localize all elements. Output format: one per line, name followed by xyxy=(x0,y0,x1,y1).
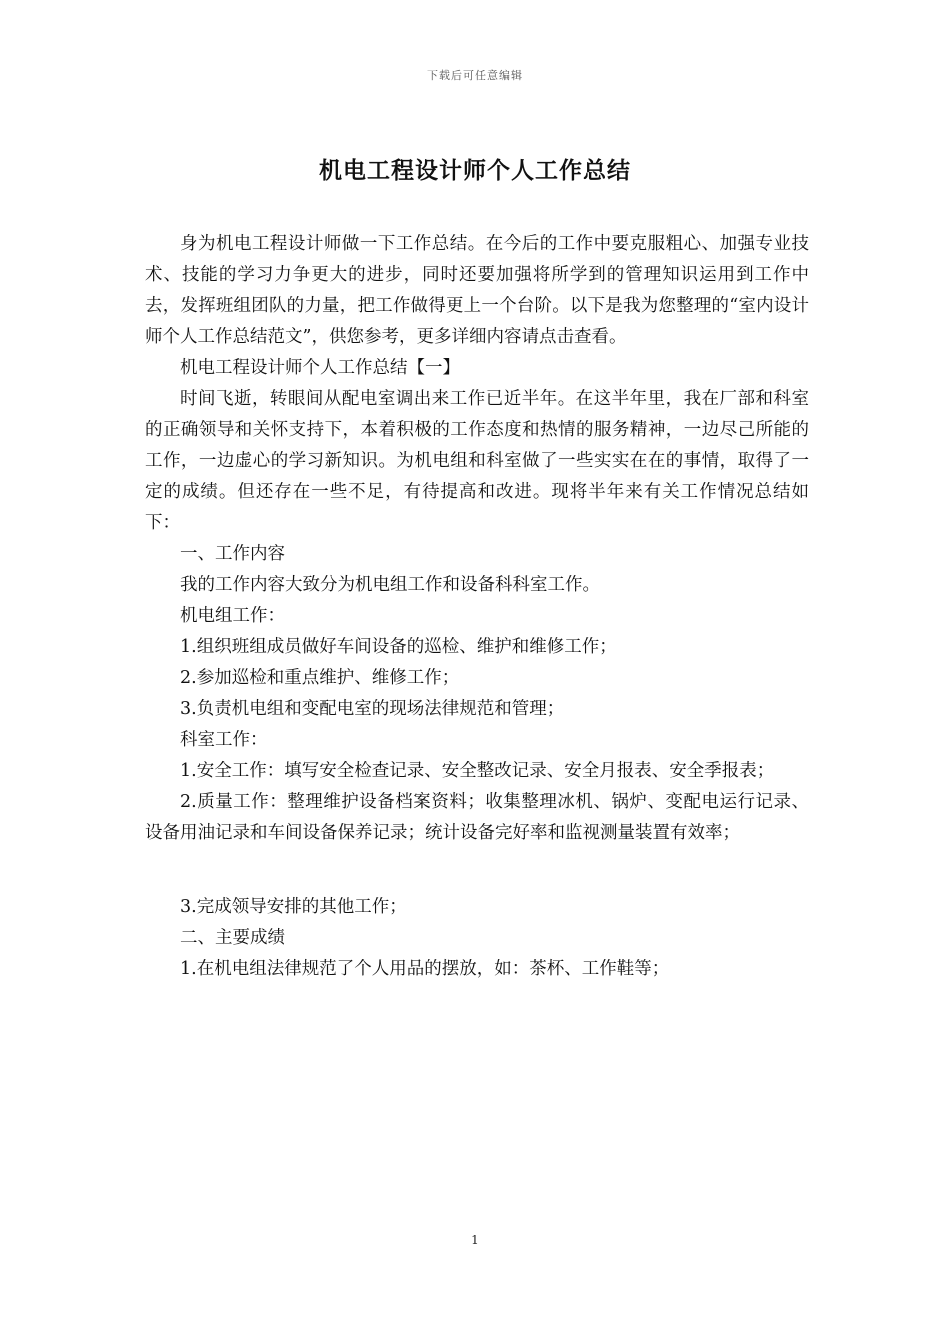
section-heading: 一、工作内容 xyxy=(180,544,285,564)
sub-heading: 机电组工作： xyxy=(180,606,285,626)
section-heading: 二、主要成绩 xyxy=(180,928,285,948)
list-item: 1.安全工作：填写安全检查记录、安全整改记录、安全月报表、安全季报表； xyxy=(180,761,775,781)
list-item: 1.组织班组成员做好车间设备的巡检、维护和维修工作； xyxy=(180,637,617,657)
list-item: 2.参加巡检和重点维护、维修工作； xyxy=(180,668,460,688)
intro-paragraph: 身为机电工程设计师做一下工作总结。在今后的工作中要克服粗心、加强专业技术、技能的学习力争更大的进步，同时还要加强将所学到的管理知识运用到工作中去，发挥班组团队的力量，把工作做得更上一个台阶。以下是我为您整理的“室内设计师个人工作总结范文”，供您参考，更多详细内容请点击查看。 xyxy=(145,234,809,347)
header-note: 下载后可任意编辑 xyxy=(427,69,523,82)
document-body xyxy=(145,229,809,985)
page-number: 1 xyxy=(471,1233,479,1247)
sub-heading: 科室工作： xyxy=(180,730,268,750)
blank-line xyxy=(145,849,809,892)
list-item: 3.完成领导安排的其他工作； xyxy=(180,897,407,917)
list-item: 2.质量工作：整理维护设备档案资料；收集整理冰机、锅炉、变配电运行记录、设备用油记录和车间设备保养记录；统计设备完好率和监视测量装置有效率； xyxy=(145,792,809,843)
list-item: 1.在机电组法律规范了个人用品的摆放，如：茶杯、工作鞋等； xyxy=(180,959,670,979)
body-paragraph: 时间飞逝，转眼间从配电室调出来工作已近半年。在这半年里，我在厂部和科室的正确领导和关怀支持下，本着积极的工作态度和热情的服务精神，一边尽己所能的工作，一边虚心的学习新知识。为机电组和科室做了一些实实在在的事情，取得了一定的成绩。但还存在一些不足，有待提高和改进。现将半年来有关工作情况总结如下： xyxy=(145,389,809,533)
list-item: 3.负责机电组和变配电室的现场法律规范和管理； xyxy=(180,699,565,719)
document-title: 机电工程设计师个人工作总结 xyxy=(319,158,631,184)
section-heading: 机电工程设计师个人工作总结【一】 xyxy=(180,358,460,378)
body-paragraph: 我的工作内容大致分为机电组工作和设备科科室工作。 xyxy=(180,575,600,595)
